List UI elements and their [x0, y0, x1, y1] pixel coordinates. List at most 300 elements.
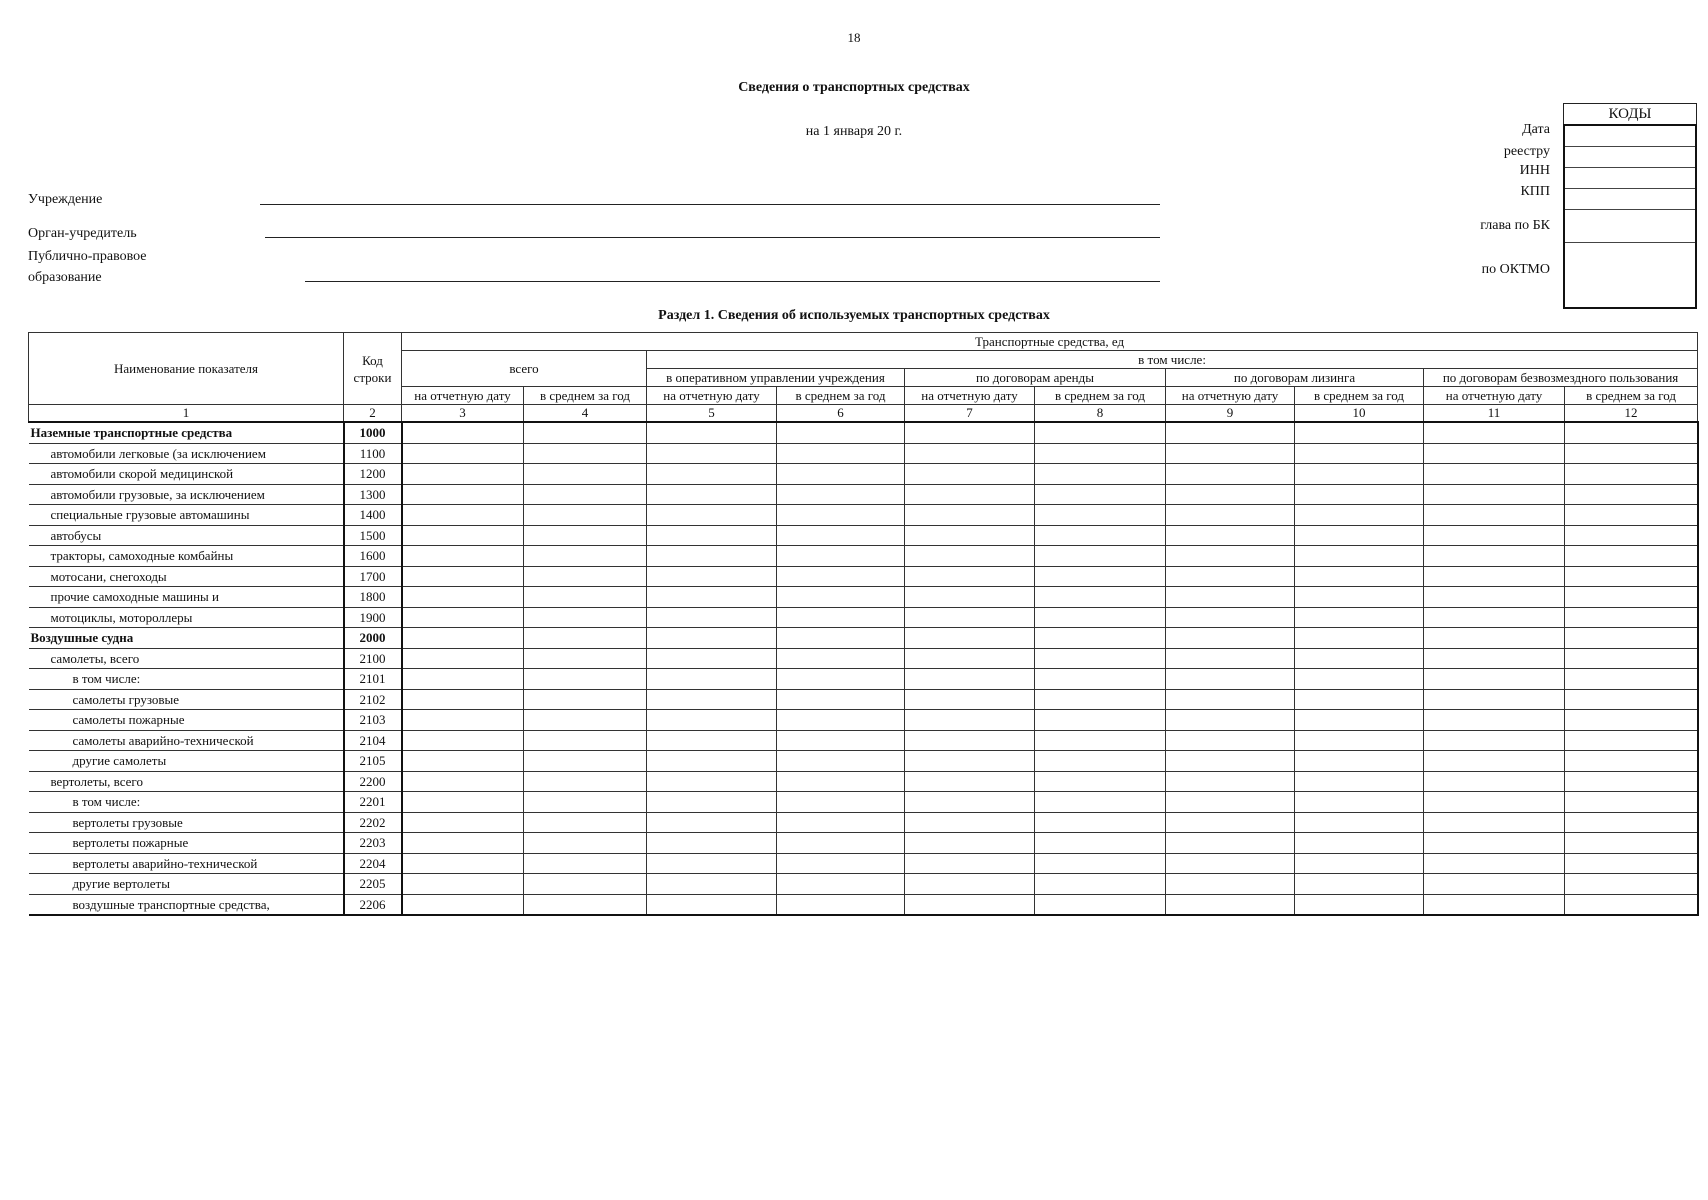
- value-cell[interactable]: [1295, 464, 1424, 485]
- value-cell[interactable]: [1424, 669, 1565, 690]
- value-cell[interactable]: [647, 853, 777, 874]
- value-cell[interactable]: [1166, 607, 1295, 628]
- row-indicator-name: прочие самоходные машины и: [29, 587, 344, 608]
- value-cell[interactable]: [777, 443, 905, 464]
- value-cell[interactable]: [905, 546, 1035, 567]
- codes-label-bk: глава по БК: [1480, 218, 1550, 233]
- table-row: [29, 730, 1698, 751]
- value-cell[interactable]: [1424, 587, 1565, 608]
- row-code: 1600: [344, 546, 402, 567]
- value-cell[interactable]: [777, 546, 905, 567]
- value-cell[interactable]: [1565, 566, 1698, 587]
- value-cell[interactable]: [777, 648, 905, 669]
- value-cell[interactable]: [1424, 812, 1565, 833]
- public-entity-label-2: образование: [28, 270, 102, 285]
- value-cell[interactable]: [524, 464, 647, 485]
- value-cell[interactable]: [1565, 464, 1698, 485]
- value-cell[interactable]: [777, 484, 905, 505]
- value-cell[interactable]: [777, 587, 905, 608]
- value-cell[interactable]: [1295, 484, 1424, 505]
- row-code: 2000: [344, 628, 402, 649]
- row-indicator-name: Воздушные судна: [29, 628, 344, 649]
- value-cell[interactable]: [1424, 464, 1565, 485]
- value-cell[interactable]: [402, 853, 524, 874]
- value-cell[interactable]: [524, 730, 647, 751]
- header-sub-report-date: на отчетную дату: [905, 387, 1035, 405]
- value-cell[interactable]: [647, 505, 777, 526]
- value-cell[interactable]: [1565, 894, 1698, 915]
- value-cell[interactable]: [777, 710, 905, 731]
- value-cell[interactable]: [777, 771, 905, 792]
- value-cell[interactable]: [1166, 628, 1295, 649]
- value-cell[interactable]: [402, 792, 524, 813]
- value-cell[interactable]: [402, 628, 524, 649]
- value-cell[interactable]: [1166, 730, 1295, 751]
- value-cell[interactable]: [1424, 689, 1565, 710]
- value-cell[interactable]: [777, 689, 905, 710]
- value-cell[interactable]: [777, 833, 905, 854]
- codes-title: КОДЫ: [1563, 103, 1697, 124]
- value-cell[interactable]: [1166, 751, 1295, 772]
- value-cell[interactable]: [1035, 894, 1166, 915]
- value-cell[interactable]: [1295, 812, 1424, 833]
- value-cell[interactable]: [524, 710, 647, 731]
- value-cell[interactable]: [1424, 771, 1565, 792]
- value-cell[interactable]: [1565, 730, 1698, 751]
- value-cell[interactable]: [1166, 505, 1295, 526]
- value-cell[interactable]: [647, 792, 777, 813]
- value-cell[interactable]: [1424, 648, 1565, 669]
- value-cell[interactable]: [1424, 833, 1565, 854]
- value-cell[interactable]: [1424, 505, 1565, 526]
- value-cell[interactable]: [1166, 894, 1295, 915]
- value-cell[interactable]: [524, 587, 647, 608]
- value-cell[interactable]: [1295, 648, 1424, 669]
- value-cell[interactable]: [1565, 525, 1698, 546]
- header-row-code: Код строки: [344, 333, 402, 405]
- table-row: [29, 894, 1698, 915]
- value-cell[interactable]: [402, 669, 524, 690]
- row-indicator-name: самолеты, всего: [29, 648, 344, 669]
- value-cell[interactable]: [524, 505, 647, 526]
- value-cell[interactable]: [1565, 628, 1698, 649]
- code-cell-kpp[interactable]: [1565, 189, 1695, 210]
- value-cell[interactable]: [777, 566, 905, 587]
- value-cell[interactable]: [1565, 443, 1698, 464]
- value-cell[interactable]: [1166, 566, 1295, 587]
- header-sub-report-date: на отчетную дату: [647, 387, 777, 405]
- value-cell[interactable]: [1565, 833, 1698, 854]
- value-cell[interactable]: [647, 689, 777, 710]
- value-cell[interactable]: [905, 894, 1035, 915]
- value-cell[interactable]: [1424, 628, 1565, 649]
- value-cell[interactable]: [524, 812, 647, 833]
- value-cell[interactable]: [1424, 525, 1565, 546]
- value-cell[interactable]: [402, 812, 524, 833]
- value-cell[interactable]: [524, 443, 647, 464]
- value-cell[interactable]: [1035, 730, 1166, 751]
- value-cell[interactable]: [777, 628, 905, 649]
- value-cell[interactable]: [524, 648, 647, 669]
- row-indicator-name: другие самолеты: [29, 751, 344, 772]
- value-cell[interactable]: [1295, 607, 1424, 628]
- row-indicator-name: другие вертолеты: [29, 874, 344, 895]
- value-cell[interactable]: [402, 525, 524, 546]
- value-cell[interactable]: [1035, 669, 1166, 690]
- value-cell[interactable]: [1295, 422, 1424, 443]
- value-cell[interactable]: [905, 505, 1035, 526]
- value-cell[interactable]: [1166, 443, 1295, 464]
- value-cell[interactable]: [905, 566, 1035, 587]
- value-cell[interactable]: [777, 751, 905, 772]
- value-cell[interactable]: [1166, 464, 1295, 485]
- row-code: 1800: [344, 587, 402, 608]
- value-cell[interactable]: [524, 853, 647, 874]
- value-cell[interactable]: [647, 894, 777, 915]
- value-cell[interactable]: [1424, 730, 1565, 751]
- value-cell[interactable]: [1035, 812, 1166, 833]
- value-cell[interactable]: [1035, 484, 1166, 505]
- value-cell[interactable]: [905, 628, 1035, 649]
- value-cell[interactable]: [1424, 751, 1565, 772]
- code-cell-oktmo[interactable]: [1565, 243, 1695, 307]
- value-cell[interactable]: [402, 771, 524, 792]
- header-indicator-name: Наименование показателя: [29, 333, 344, 405]
- value-cell[interactable]: [905, 525, 1035, 546]
- value-cell[interactable]: [777, 894, 905, 915]
- value-cell[interactable]: [402, 443, 524, 464]
- value-cell[interactable]: [905, 587, 1035, 608]
- row-code: 2205: [344, 874, 402, 895]
- value-cell[interactable]: [1166, 648, 1295, 669]
- value-cell[interactable]: [1424, 422, 1565, 443]
- value-cell[interactable]: [402, 894, 524, 915]
- value-cell[interactable]: [1295, 443, 1424, 464]
- column-number: 11: [1424, 405, 1565, 423]
- value-cell[interactable]: [524, 607, 647, 628]
- value-cell[interactable]: [1565, 607, 1698, 628]
- value-cell[interactable]: [647, 751, 777, 772]
- value-cell[interactable]: [1424, 607, 1565, 628]
- value-cell[interactable]: [905, 853, 1035, 874]
- value-cell[interactable]: [524, 628, 647, 649]
- row-code: 2105: [344, 751, 402, 772]
- value-cell[interactable]: [1166, 710, 1295, 731]
- value-cell[interactable]: [524, 771, 647, 792]
- code-cell-bk[interactable]: [1565, 210, 1695, 243]
- value-cell[interactable]: [402, 607, 524, 628]
- value-cell[interactable]: [647, 443, 777, 464]
- value-cell[interactable]: [647, 874, 777, 895]
- value-cell[interactable]: [402, 587, 524, 608]
- value-cell[interactable]: [402, 751, 524, 772]
- value-cell[interactable]: [402, 546, 524, 567]
- row-code: 2104: [344, 730, 402, 751]
- value-cell[interactable]: [1035, 587, 1166, 608]
- value-cell[interactable]: [402, 730, 524, 751]
- value-cell[interactable]: [647, 587, 777, 608]
- value-cell[interactable]: [1565, 546, 1698, 567]
- value-cell[interactable]: [1035, 443, 1166, 464]
- value-cell[interactable]: [1295, 894, 1424, 915]
- value-cell[interactable]: [647, 546, 777, 567]
- value-cell[interactable]: [1295, 710, 1424, 731]
- value-cell[interactable]: [905, 464, 1035, 485]
- value-cell[interactable]: [524, 566, 647, 587]
- table-row: [29, 853, 1698, 874]
- value-cell[interactable]: [1424, 443, 1565, 464]
- value-cell[interactable]: [1424, 874, 1565, 895]
- table-row: [29, 833, 1698, 854]
- value-cell[interactable]: [402, 833, 524, 854]
- codes-label-oktmo: по ОКТМО: [1481, 262, 1550, 277]
- code-cell-registry[interactable]: [1565, 147, 1695, 168]
- value-cell[interactable]: [905, 792, 1035, 813]
- value-cell[interactable]: [905, 607, 1035, 628]
- value-cell[interactable]: [777, 464, 905, 485]
- value-cell[interactable]: [777, 730, 905, 751]
- value-cell[interactable]: [647, 812, 777, 833]
- value-cell[interactable]: [905, 874, 1035, 895]
- value-cell[interactable]: [402, 566, 524, 587]
- value-cell[interactable]: [1035, 525, 1166, 546]
- value-cell[interactable]: [1565, 771, 1698, 792]
- value-cell[interactable]: [1035, 546, 1166, 567]
- value-cell[interactable]: [1424, 546, 1565, 567]
- table-row: [29, 669, 1698, 690]
- value-cell[interactable]: [1424, 894, 1565, 915]
- value-cell[interactable]: [905, 833, 1035, 854]
- value-cell[interactable]: [1565, 505, 1698, 526]
- value-cell[interactable]: [777, 874, 905, 895]
- value-cell[interactable]: [1565, 669, 1698, 690]
- value-cell[interactable]: [402, 505, 524, 526]
- value-cell[interactable]: [1295, 874, 1424, 895]
- value-cell[interactable]: [1424, 853, 1565, 874]
- row-code: 2100: [344, 648, 402, 669]
- value-cell[interactable]: [1166, 874, 1295, 895]
- page-number: 18: [847, 30, 861, 45]
- value-cell[interactable]: [1166, 422, 1295, 443]
- value-cell[interactable]: [1295, 587, 1424, 608]
- public-entity-field[interactable]: [305, 281, 1160, 282]
- value-cell[interactable]: [905, 443, 1035, 464]
- row-indicator-name: вертолеты аварийно-технической: [29, 853, 344, 874]
- value-cell[interactable]: [524, 894, 647, 915]
- value-cell[interactable]: [524, 874, 647, 895]
- header-rent: по договорам аренды: [905, 369, 1166, 387]
- value-cell[interactable]: [1295, 792, 1424, 813]
- value-cell[interactable]: [777, 505, 905, 526]
- value-cell[interactable]: [905, 771, 1035, 792]
- value-cell[interactable]: [1035, 648, 1166, 669]
- row-indicator-name: вертолеты, всего: [29, 771, 344, 792]
- value-cell[interactable]: [1565, 853, 1698, 874]
- value-cell[interactable]: [647, 833, 777, 854]
- value-cell[interactable]: [1295, 505, 1424, 526]
- value-cell[interactable]: [1166, 689, 1295, 710]
- value-cell[interactable]: [647, 730, 777, 751]
- value-cell[interactable]: [1035, 710, 1166, 731]
- value-cell[interactable]: [905, 422, 1035, 443]
- table-row: [29, 464, 1698, 485]
- value-cell[interactable]: [1295, 730, 1424, 751]
- public-entity-label-1: Публично-правовое: [28, 249, 147, 264]
- value-cell[interactable]: [1295, 566, 1424, 587]
- row-indicator-name: самолеты пожарные: [29, 710, 344, 731]
- value-cell[interactable]: [777, 422, 905, 443]
- value-cell[interactable]: [1565, 874, 1698, 895]
- value-cell[interactable]: [1166, 833, 1295, 854]
- row-indicator-name: мотоциклы, мотороллеры: [29, 607, 344, 628]
- value-cell[interactable]: [1295, 853, 1424, 874]
- value-cell[interactable]: [1166, 587, 1295, 608]
- institution-field[interactable]: [260, 204, 1160, 205]
- value-cell[interactable]: [647, 710, 777, 731]
- header-vehicles-group: Транспортные средства, ед: [402, 333, 1698, 351]
- value-cell[interactable]: [1295, 751, 1424, 772]
- column-number: 3: [402, 405, 524, 423]
- value-cell[interactable]: [1035, 607, 1166, 628]
- table-row: [29, 607, 1698, 628]
- header-sub-annual-average: в среднем за год: [1295, 387, 1424, 405]
- value-cell[interactable]: [1565, 484, 1698, 505]
- value-cell[interactable]: [524, 833, 647, 854]
- value-cell[interactable]: [777, 525, 905, 546]
- value-cell[interactable]: [1035, 628, 1166, 649]
- table-row: [29, 648, 1698, 669]
- value-cell[interactable]: [647, 648, 777, 669]
- value-cell[interactable]: [1035, 874, 1166, 895]
- value-cell[interactable]: [1035, 751, 1166, 772]
- value-cell[interactable]: [1166, 812, 1295, 833]
- value-cell[interactable]: [647, 628, 777, 649]
- value-cell[interactable]: [1166, 484, 1295, 505]
- value-cell[interactable]: [524, 546, 647, 567]
- value-cell[interactable]: [647, 669, 777, 690]
- value-cell[interactable]: [777, 812, 905, 833]
- value-cell[interactable]: [1295, 525, 1424, 546]
- value-cell[interactable]: [647, 422, 777, 443]
- value-cell[interactable]: [1295, 689, 1424, 710]
- value-cell[interactable]: [1166, 546, 1295, 567]
- row-indicator-name: специальные грузовые автомашины: [29, 505, 344, 526]
- codes-label-registry: реестру: [1503, 144, 1550, 159]
- value-cell[interactable]: [777, 853, 905, 874]
- value-cell[interactable]: [1035, 689, 1166, 710]
- value-cell[interactable]: [905, 812, 1035, 833]
- value-cell[interactable]: [1424, 566, 1565, 587]
- value-cell[interactable]: [905, 484, 1035, 505]
- founder-label: Орган-учредитель: [28, 226, 137, 241]
- value-cell[interactable]: [402, 874, 524, 895]
- value-cell[interactable]: [1166, 853, 1295, 874]
- value-cell[interactable]: [1295, 546, 1424, 567]
- value-cell[interactable]: [1035, 464, 1166, 485]
- value-cell[interactable]: [1295, 628, 1424, 649]
- value-cell[interactable]: [1295, 833, 1424, 854]
- value-cell[interactable]: [524, 689, 647, 710]
- value-cell[interactable]: [524, 751, 647, 772]
- value-cell[interactable]: [402, 484, 524, 505]
- value-cell[interactable]: [402, 710, 524, 731]
- row-indicator-name: автомобили грузовые, за исключением: [29, 484, 344, 505]
- value-cell[interactable]: [1295, 771, 1424, 792]
- value-cell[interactable]: [1565, 422, 1698, 443]
- value-cell[interactable]: [1565, 710, 1698, 731]
- value-cell[interactable]: [777, 607, 905, 628]
- value-cell[interactable]: [1565, 648, 1698, 669]
- value-cell[interactable]: [777, 669, 905, 690]
- value-cell[interactable]: [905, 689, 1035, 710]
- value-cell[interactable]: [524, 525, 647, 546]
- value-cell[interactable]: [402, 689, 524, 710]
- table-row: [29, 874, 1698, 895]
- header-including: в том числе:: [647, 351, 1698, 369]
- value-cell[interactable]: [1035, 833, 1166, 854]
- value-cell[interactable]: [524, 669, 647, 690]
- value-cell[interactable]: [905, 730, 1035, 751]
- value-cell[interactable]: [524, 484, 647, 505]
- value-cell[interactable]: [1565, 812, 1698, 833]
- value-cell[interactable]: [647, 566, 777, 587]
- value-cell[interactable]: [1424, 484, 1565, 505]
- value-cell[interactable]: [1424, 792, 1565, 813]
- value-cell[interactable]: [905, 669, 1035, 690]
- value-cell[interactable]: [777, 792, 905, 813]
- value-cell[interactable]: [1565, 689, 1698, 710]
- value-cell[interactable]: [1035, 566, 1166, 587]
- column-number: 9: [1166, 405, 1295, 423]
- table-row: [29, 812, 1698, 833]
- value-cell[interactable]: [1166, 792, 1295, 813]
- value-cell[interactable]: [1565, 587, 1698, 608]
- value-cell[interactable]: [905, 751, 1035, 772]
- value-cell[interactable]: [402, 422, 524, 443]
- code-cell-inn[interactable]: [1565, 168, 1695, 189]
- value-cell[interactable]: [1565, 751, 1698, 772]
- value-cell[interactable]: [1424, 710, 1565, 731]
- column-number: 8: [1035, 405, 1166, 423]
- value-cell[interactable]: [524, 422, 647, 443]
- value-cell[interactable]: [1295, 669, 1424, 690]
- value-cell[interactable]: [647, 525, 777, 546]
- value-cell[interactable]: [1166, 771, 1295, 792]
- value-cell[interactable]: [647, 484, 777, 505]
- value-cell[interactable]: [402, 648, 524, 669]
- value-cell[interactable]: [905, 648, 1035, 669]
- value-cell[interactable]: [1035, 792, 1166, 813]
- value-cell[interactable]: [1565, 792, 1698, 813]
- value-cell[interactable]: [1035, 853, 1166, 874]
- value-cell[interactable]: [905, 710, 1035, 731]
- value-cell[interactable]: [1035, 505, 1166, 526]
- code-cell-date[interactable]: [1565, 126, 1695, 147]
- value-cell[interactable]: [647, 607, 777, 628]
- row-code: 1700: [344, 566, 402, 587]
- value-cell[interactable]: [647, 464, 777, 485]
- value-cell[interactable]: [1166, 525, 1295, 546]
- value-cell[interactable]: [647, 771, 777, 792]
- row-code: 2103: [344, 710, 402, 731]
- value-cell[interactable]: [1166, 669, 1295, 690]
- table-row: [29, 566, 1698, 587]
- value-cell[interactable]: [524, 792, 647, 813]
- value-cell[interactable]: [402, 464, 524, 485]
- value-cell[interactable]: [1035, 771, 1166, 792]
- founder-field[interactable]: [265, 237, 1160, 238]
- value-cell[interactable]: [1035, 422, 1166, 443]
